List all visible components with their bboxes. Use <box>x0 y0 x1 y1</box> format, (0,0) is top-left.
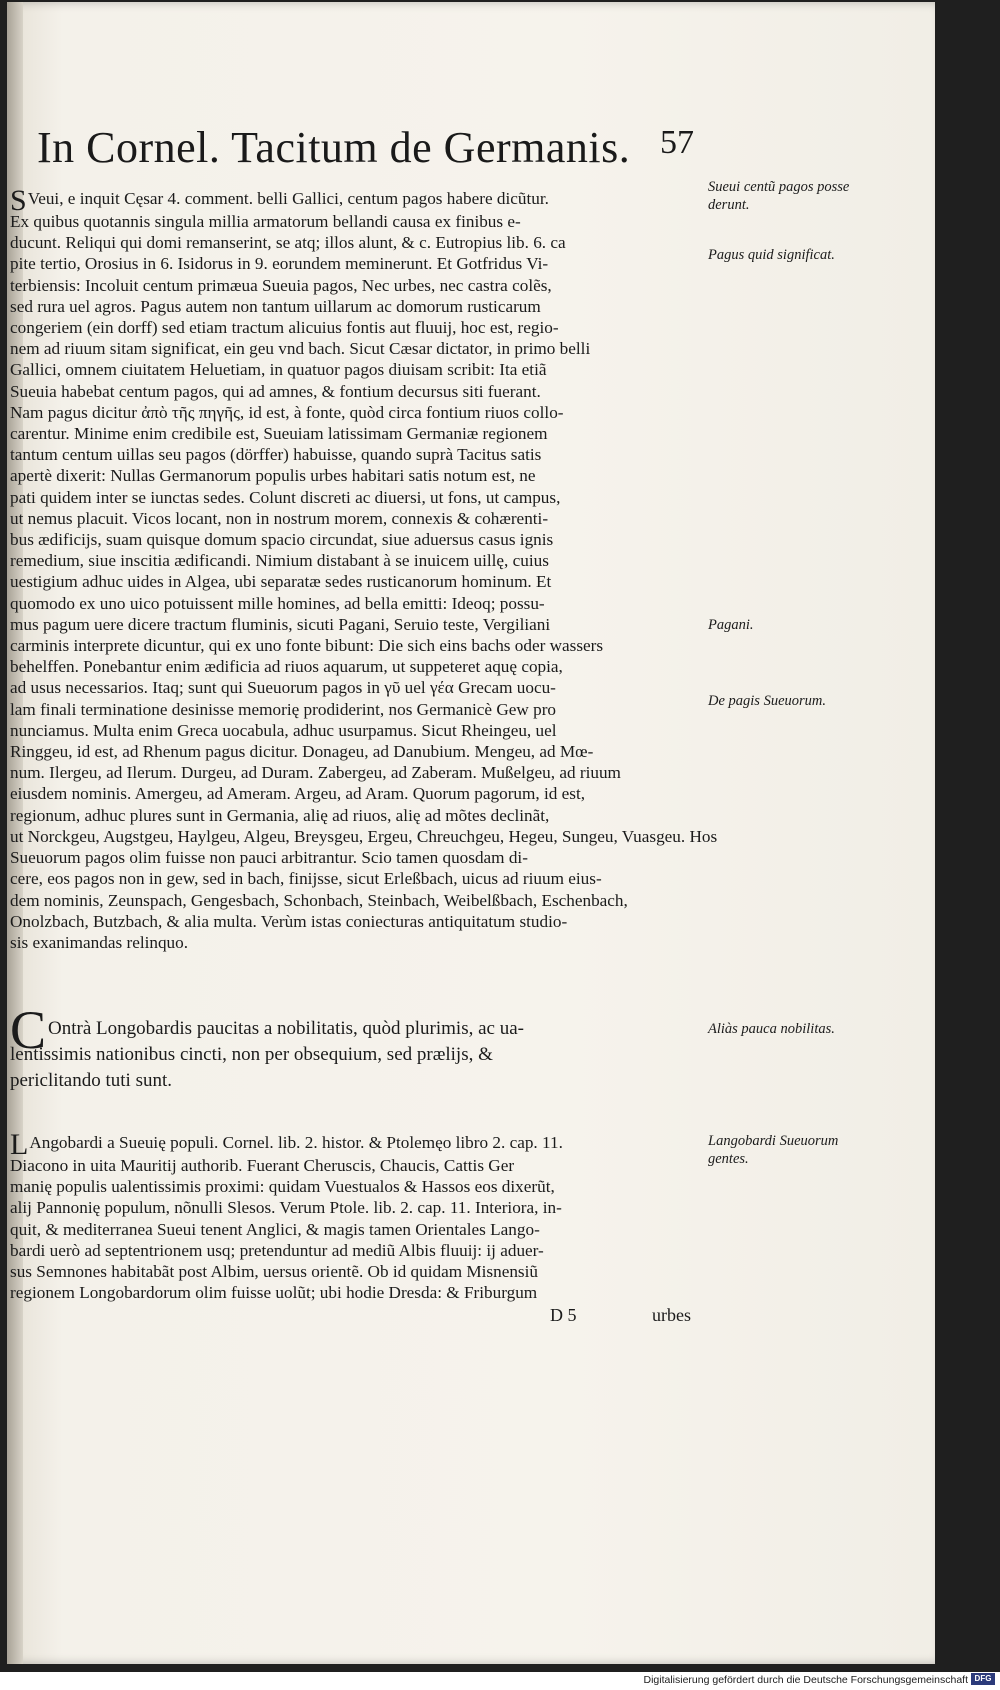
line-text: Onolzbach, Butzbach, & alia multa. Verùm istas coniecturas antiquitatum studio- <box>10 911 568 931</box>
line-text: ducunt. Reliqui qui domi remanserint, se atq; illos alunt, & c. Eutropius lib. 6. ca <box>10 233 566 253</box>
line-text: dem nominis, Zeunspach, Gengesbach, Schonbach, Steinbach, Weibelßbach, Eschenbach, <box>10 890 628 910</box>
text-line <box>10 444 710 465</box>
line-text: carminis interprete dicuntur, qui ex uno fonte bibunt: Die sich eins bachs oder wassers <box>10 636 604 656</box>
line-text: pite tertio, Orosius in 6. Isidorus in 9. eorundem meminerunt. Et Gotfridus Vi- <box>10 254 549 274</box>
text-line <box>10 317 710 338</box>
line-text: bardi uerò ad septentrionem usq; pretenduntur ad mediũ Albis fluuij: ij aduer- <box>10 1240 544 1260</box>
text-line <box>10 1197 710 1218</box>
paragraph-sueui <box>10 184 718 953</box>
line-text: nem ad riuum sitam significat, ein geu vnd bach. Sicut Cæsar dictator, in primo belli <box>10 339 591 359</box>
line-text: Sueuia habebat centum pagos, qui ad amnes, & fontium decursus siti fuerant. <box>10 381 541 401</box>
marginal-note-sueui: Sueui centũ pagos posse derunt. <box>708 179 850 213</box>
line-text: regionem Longobardorum olim fuisse uolũt; ubi hodie Dresda: & Friburgum <box>10 1283 538 1303</box>
line-text: bus ædificijs, suam quisque domum spacio circundat, siue aduersus casus ignis <box>10 530 554 550</box>
text-line <box>10 571 710 592</box>
marginal-note-de-pagis: De pagis Sueuorum. <box>708 693 827 709</box>
line-text: ut Norckgeu, Augstgeu, Haylgeu, Algeu, Breysgeu, Ergeu, Chreuchgeu, Hegeu, Sungeu, Vuasgeu. Hos <box>10 826 718 846</box>
line-text: sed rura uel agros. Pagus autem non tantum uillarum ac domorum rusticarum <box>10 296 541 316</box>
line-text: nunciamus. Multa enim Greca uocabula, adhuc usurpamus. Sicut Rheingeu, uel <box>10 720 557 740</box>
text-line <box>10 253 710 274</box>
line-text: Ringgeu, id est, ad Rhenum pagus dicitur. Donageu, ad Danubium. Mengeu, ad Mœ- <box>10 742 594 762</box>
text-line <box>10 635 710 656</box>
line-text: behelffen. Ponebantur enim ædificia ad riuos aquarum, ut suppeteret aquę copia, <box>10 657 563 677</box>
text-line <box>10 1068 710 1094</box>
text-line <box>10 614 710 635</box>
text-line <box>10 1282 710 1303</box>
text-line <box>10 184 710 217</box>
text-line <box>10 423 710 444</box>
marginal-note-langobardi: Langobardi Sueuorum gentes. <box>708 1133 839 1167</box>
text-line <box>10 868 710 889</box>
line-text: carentur. Minime enim credibile est, Sueuiam latissimam Germaniæ regionem <box>10 424 548 444</box>
drop-capital: C <box>10 1000 47 1060</box>
line-text: tantum centum uillas seu pagos (dörffer) habuisse, quando suprà Tacitus satis <box>10 445 542 465</box>
text-line <box>10 847 710 868</box>
line-text: periclitando tuti sunt. <box>10 1070 173 1091</box>
line-text: sus Semnones habitabãt post Albim, uersus orientẽ. Ob id quidam Misnensiũ <box>10 1262 538 1282</box>
text-line <box>10 826 718 847</box>
text-line <box>10 741 710 762</box>
text-line <box>10 1219 710 1240</box>
line-text: lam finali terminatione desinisse memorię prodiderint, nos Germanicè Gew pro <box>10 699 557 719</box>
text-line <box>10 805 710 826</box>
line-text: Gallici, omnem ciuitatem Heluetiam, in quatuor pagos diuisam scribit: Ita etiã <box>10 360 547 380</box>
text-line <box>10 890 710 911</box>
marginal-note-pauca-nobilitas: Aliàs pauca nobilitas. <box>708 1021 835 1037</box>
paragraph-langobardi <box>10 1128 710 1303</box>
line-text: quomodo ex uno uico potuissent mille homines, ad bella emitti: Ideoq; possu- <box>10 593 545 613</box>
marginal-note-pagus: Pagus quid significat. <box>708 247 835 263</box>
line-text: eiusdem nominis. Amergeu, ad Ameram. Argeu, ad Aram. Quorum pagorum, id est, <box>10 784 586 804</box>
text-line <box>10 783 710 804</box>
line-text: alij Pannonię populum, nõnulli Slesos. Verum Ptole. lib. 2. cap. 11. Interiora, in- <box>10 1198 562 1218</box>
text-line <box>10 762 710 783</box>
text-line <box>10 932 710 953</box>
line-text: Ex quibus quotannis singula millia armatorum bellandi causa ex finibus e- <box>10 212 521 231</box>
text-line <box>10 359 710 380</box>
text-line <box>10 211 710 232</box>
catchword: urbes <box>652 1305 691 1325</box>
text-line <box>10 465 710 486</box>
paragraph-longobardis-text <box>10 1000 710 1094</box>
text-line <box>10 550 710 571</box>
line-text: apertè dixerit: Nullas Germanorum populis urbes habitari satis notum est, ne <box>10 466 536 486</box>
drop-capital: L <box>10 1128 29 1161</box>
text-line <box>10 338 710 359</box>
line-text: regionum, adhuc plures sunt in Germania, alię ad riuos, alię ad mõtes declinãt, <box>10 805 550 825</box>
line-text: ad usus necessarios. Itaq; sunt qui Sueuorum pagos in γῦ uel γέα Grecam uocu- <box>10 678 556 698</box>
page-number: 57 <box>660 124 694 161</box>
line-text: pati quidem inter se iunctas sedes. Colunt discreti ac diuersi, ut fons, ut campus, <box>10 487 561 507</box>
text-line <box>10 720 710 741</box>
line-text: terbiensis: Incoluit centum primæua Sueuia pagos, Nec urbes, nec castra colẽs, <box>10 275 552 295</box>
drop-capital: S <box>10 184 27 217</box>
line-text: sis exanimandas relinquo. <box>10 932 189 952</box>
text-line <box>10 487 710 508</box>
text-line <box>10 508 710 529</box>
text-line <box>10 656 710 677</box>
text-line <box>10 529 710 550</box>
running-head: In Cornel. Tacitum de Germanis. <box>37 123 631 172</box>
funding-credit: Digitalisierung gefördert durch die Deutsche Forschungsgemeinschaft <box>643 1674 968 1686</box>
text-line <box>10 275 710 296</box>
signature-mark: D 5 <box>550 1305 577 1325</box>
dfg-logo: DFG <box>971 1673 995 1685</box>
text-line <box>10 402 710 423</box>
text-line <box>10 1128 710 1161</box>
text-line <box>10 296 710 317</box>
line-text: lentissimis nationibus cincti, non per obsequium, sed prælijs, & <box>10 1044 493 1065</box>
text-line <box>10 232 710 253</box>
line-text: mus pagum uere dicere tractum fluminis, sicuti Pagani, Seruio teste, Vergiliani <box>10 614 551 634</box>
line-text: num. Ilergeu, ad Ilerum. Durgeu, ad Duram. Zabergeu, ad Zaberam. Mußelgeu, ad riuum <box>10 763 621 783</box>
text-line <box>10 1240 710 1261</box>
line-text: quit, & mediterranea Sueui tenent Anglici, & magis tamen Orientales Lango- <box>10 1219 540 1239</box>
text-line <box>10 677 710 698</box>
line-text: Sueuorum pagos olim fuisse non pauci arbitrantur. Scio tamen quosdam di- <box>10 848 528 868</box>
text-line <box>10 1042 710 1068</box>
text-line <box>10 911 710 932</box>
line-text: cere, eos pagos non in gew, sed in bach, finijsse, sicut Erleßbach, uicus ad riuum eius- <box>10 869 602 889</box>
line-text: Angobardi a Sueuię populi. Cornel. lib. 2. histor. & Ptolemęo libro 2. cap. 11. <box>29 1133 563 1152</box>
text-line <box>10 381 710 402</box>
text-line <box>10 1261 710 1282</box>
text-line <box>10 593 710 614</box>
line-text: ut nemus placuit. Vicos locant, non in nostrum morem, connexis & cohærenti- <box>10 508 549 528</box>
marginal-note-pagani: Pagani. <box>708 617 754 633</box>
text-line <box>10 1155 710 1176</box>
line-text: uestigium adhuc uides in Algea, ubi separatæ sedes rusticanorum hominum. Et <box>10 572 552 592</box>
line-text: Veui, e inquit Cęsar 4. comment. belli Gallici, centum pagos habere dicũtur. <box>27 189 549 208</box>
line-text: Nam pagus dicitur ἀπὸ τῆς πηγῆς, id est, à fonte, quòd circa fontium riuos collo- <box>10 402 564 422</box>
line-text: Ontrà Longobardis paucitas a nobilitatis, quòd plurimis, ac ua- <box>48 1018 524 1039</box>
line-text: congeriem (ein dorff) sed etiam tractum alicuius fontis aut fluuij, hoc est, regio- <box>10 318 559 338</box>
text-line <box>10 1176 710 1197</box>
line-text: remedium, siue inscitia ædificandi. Nimium distabant à se inuicem uillę, cuius <box>10 551 549 571</box>
line-text: manię populis ualentissimis proximi: quidam Vuestualos & Hassos eos dixerũt, <box>10 1177 555 1197</box>
text-line <box>10 699 710 720</box>
line-text: Diacono in uita Mauritij authorib. Fuerant Cheruscis, Chaucis, Cattis Ger <box>10 1156 515 1175</box>
